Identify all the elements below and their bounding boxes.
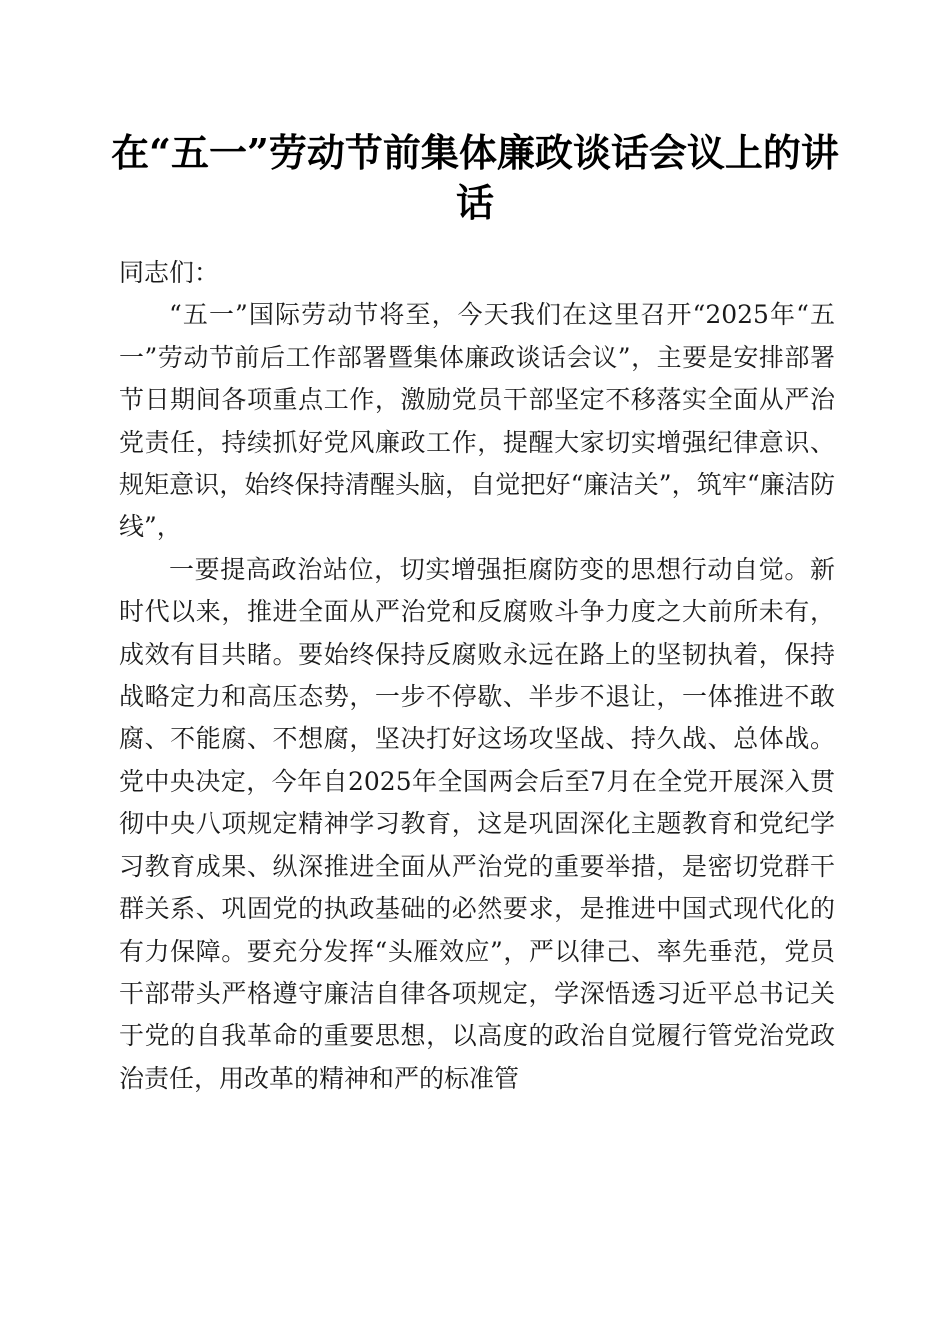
paragraph-intro: “五一”国际劳动节将至，今天我们在这里召开“2025年“五一”劳动节前后工作部署暨集体廉政谈话会议”，主要是安排部署节日期间各项重点工作，激励党员干部坚定不移落实全面从严治党责任，持续抓好党风廉政工作，提醒大家切实增强纪律意识、规矩意识，始终保持清醒头脑，自觉把好“廉洁关”，筑牢“廉洁防线”， (119, 300, 835, 542)
greeting: 同志们： (119, 258, 220, 287)
paragraph-point-one: 一要提高政治站位，切实增强拒腐防变的思想行动自觉。新时代以来，推进全面从严治党和反腐败斗争力度之大前所未有，成效有目共睹。要始终保持反腐败永远在路上的坚韧执着，保持战略定力和高压态势，一步不停歇、半步不退让，一体推进不敢腐、不能腐、不想腐，坚决打好这场攻坚战、持久战、总体战。党中央决定，今年自2025年全国两会后至7月在全党开展深入贯彻中央八项规定精神学习教育，这是巩固深化主题教育和党纪学习教育成果、纵深推进全面从严治党的重要举措，是密切党群干群关系、巩固党的执政基础的必然要求，是推进中国式现代化的有力保障。要充分发挥“头雁效应”，严以律己、率先垂范，党员干部带头严格遵守廉洁自律各项规定，学深悟透习近平总书记关于党的自我革命的重要思想，以高度的政治自觉履行管党治党政治责任，用改革的精神和严的标准管 (119, 554, 835, 1093)
document-title: 在“五一”劳动节前集体廉政谈话会议上的讲话 (111, 130, 839, 225)
document-body (119, 252, 835, 1100)
